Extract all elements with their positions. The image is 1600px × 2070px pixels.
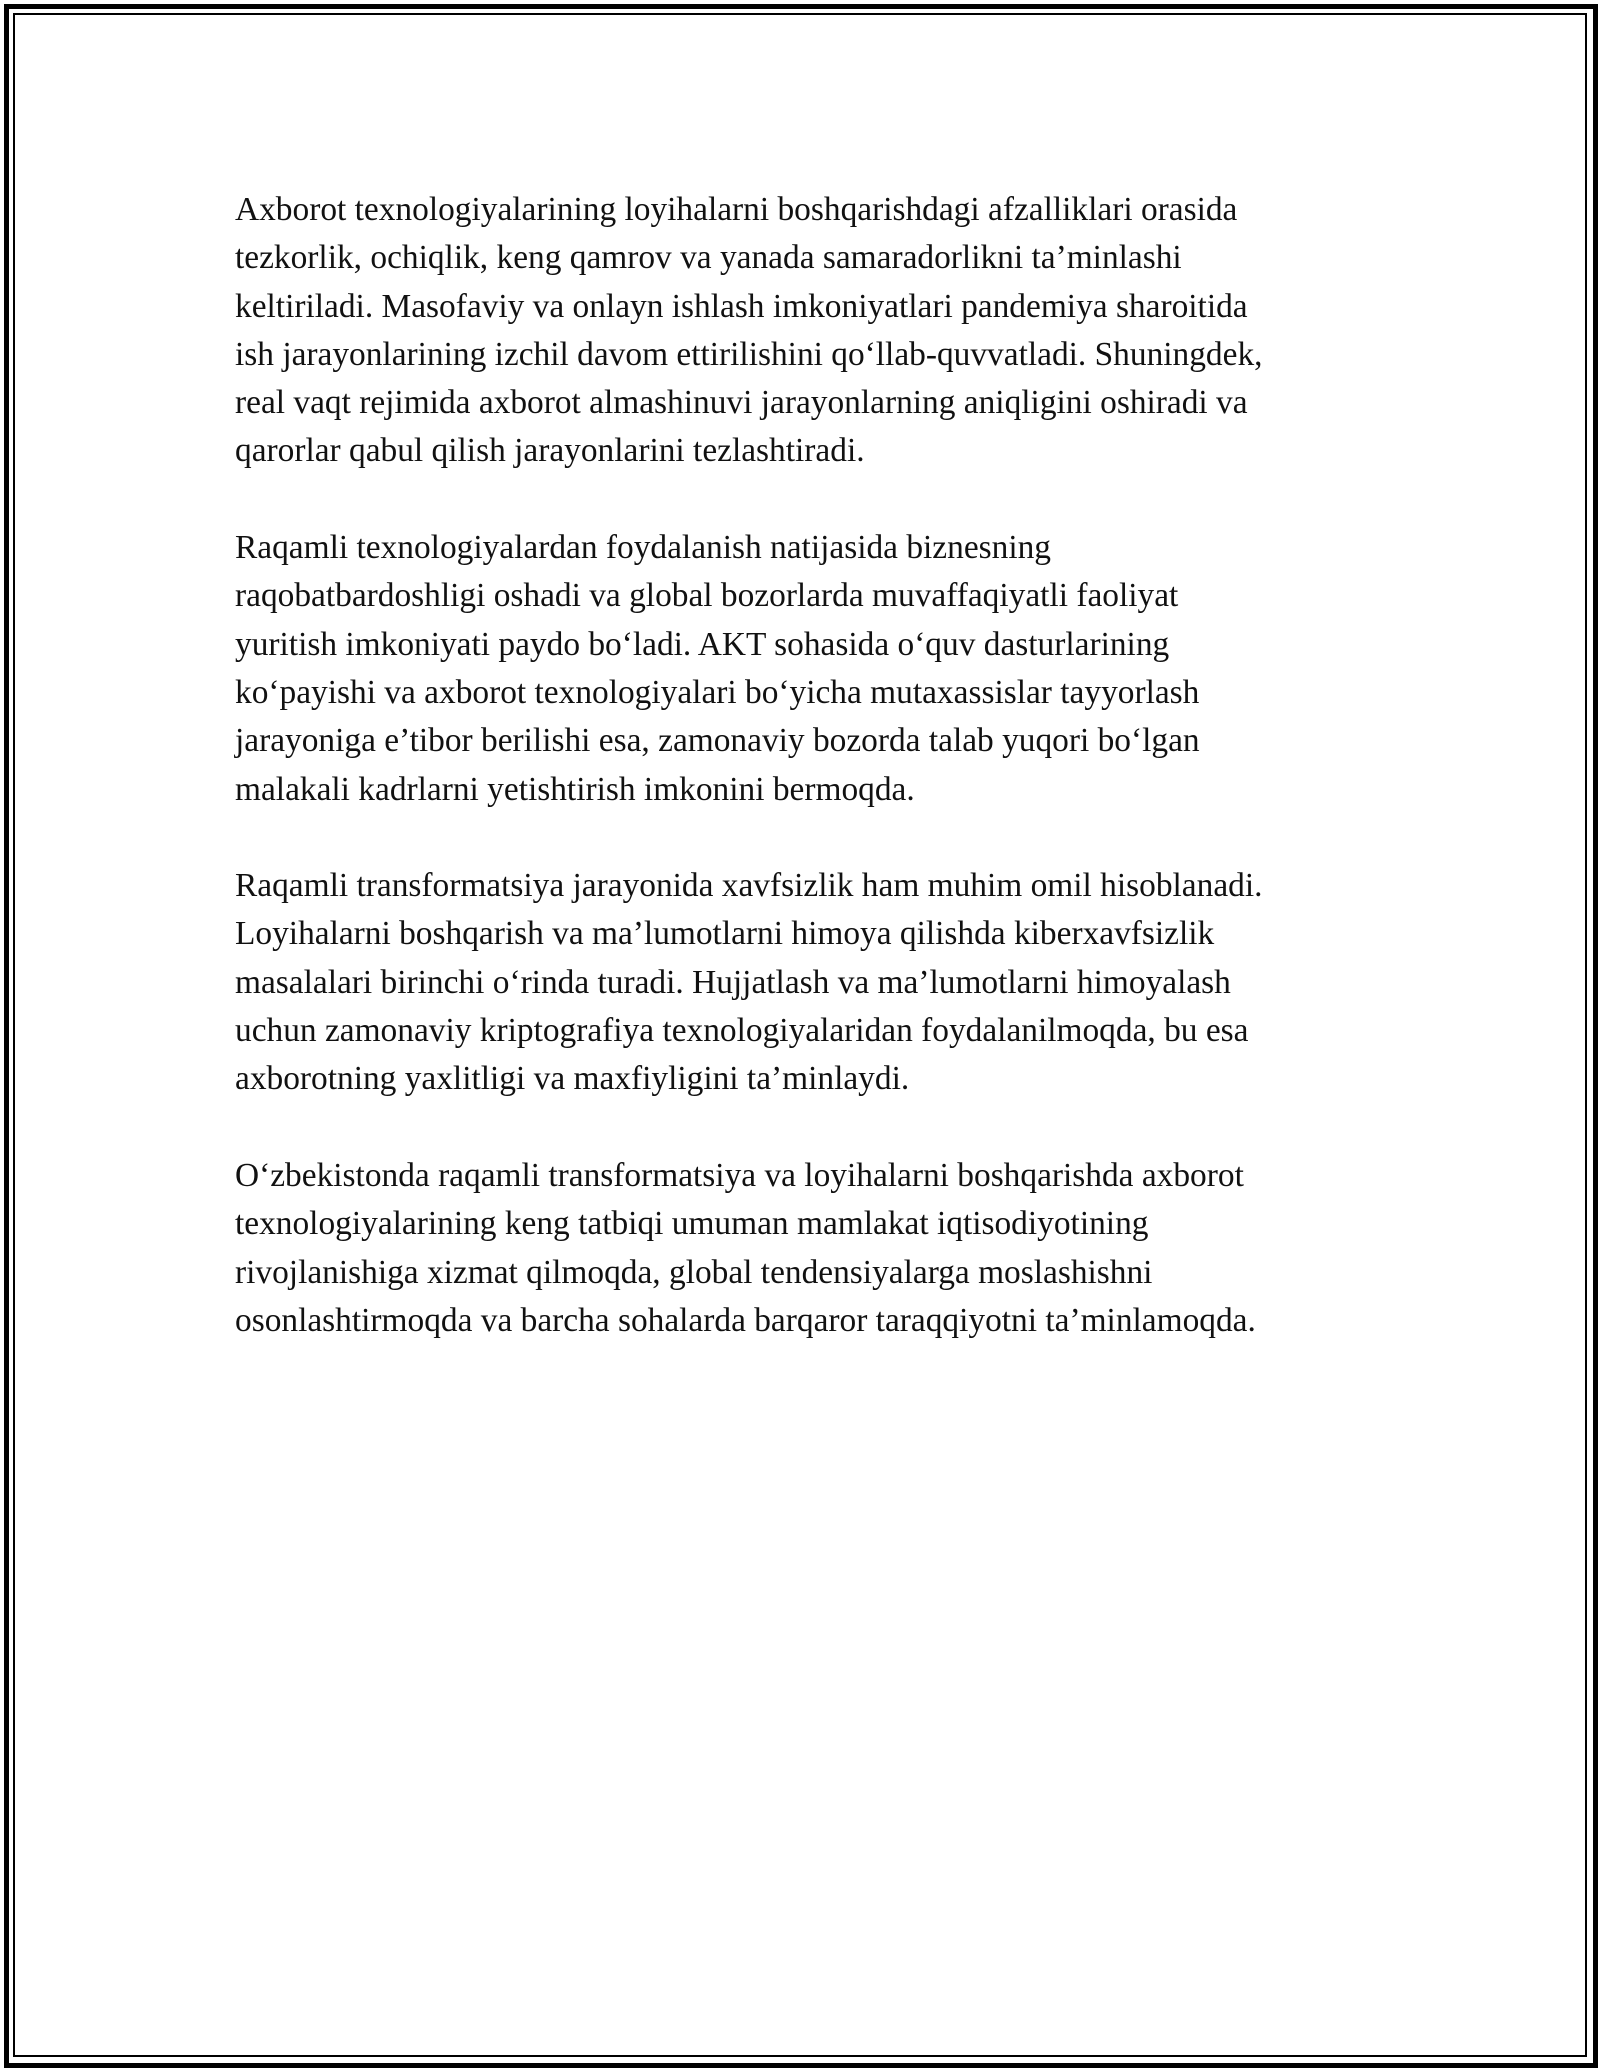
paragraph-3 xyxy=(235,862,1395,1103)
text-line: tezkorlik, ochiqlik, keng qamrov va yanada samaradorlikni ta’minlashi xyxy=(235,239,1182,277)
text-line: real vaqt rejimida axborot almashinuvi jarayonlarning aniqligini oshiradi va xyxy=(235,384,1248,422)
text-line: axborotning yaxlitligi va maxfiyligini ta’minlaydi. xyxy=(235,1060,910,1098)
paragraph-2 xyxy=(235,524,1395,814)
text-line: keltiriladi. Masofaviy va onlayn ishlash imkoniyatlari pandemiya sharoitida xyxy=(235,287,1248,325)
text-line: malakali kadrlarni yetishtirish imkonini bermoqda. xyxy=(235,770,915,808)
text-line: texnologiyalarining keng tatbiqi umuman mamlakat iqtisodiyotining xyxy=(235,1205,1149,1243)
text-line: Axborot texnologiyalarining loyihalarni boshqarishdagi afzalliklari orasida xyxy=(235,191,1238,228)
text-line: Raqamli texnologiyalardan foydalanish natijasida biznesning xyxy=(235,529,1051,567)
text-line: jarayoniga e’tibor berilishi esa, zamonaviy bozorda talab yuqori bo‘lgan xyxy=(235,722,1200,760)
text-line: ko‘payishi va axborot texnologiyalari bo‘yicha mutaxassislar tayyorlash xyxy=(235,673,1200,711)
text-line: osonlashtirmoqda va barcha sohalarda barqaror taraqqiyotni ta’minlamoqda. xyxy=(235,1301,1256,1339)
paragraph-4 xyxy=(235,1152,1395,1345)
text-line: ish jarayonlarining izchil davom ettirilishini qo‘llab-quvvatladi. Shuningdek, xyxy=(235,335,1263,373)
text-line: uchun zamonaviy kriptografiya texnologiyalaridan foydalanilmoqda, bu esa xyxy=(235,1012,1249,1050)
text-line: qarorlar qabul qilish jarayonlarini tezlashtiradi. xyxy=(235,432,865,470)
document-body xyxy=(235,186,1395,1393)
text-line: Raqamli transformatsiya jarayonida xavfsizlik ham muhim omil hisoblanadi. xyxy=(235,867,1263,905)
text-line: rivojlanishiga xizmat qilmoqda, global tendensiyalarga moslashishni xyxy=(235,1253,1153,1291)
text-line: raqobatbardoshligi oshadi va global bozorlarda muvaffaqiyatli faoliyat xyxy=(235,577,1179,615)
text-line: yuritish imkoniyati paydo bo‘ladi. AKT sohasida o‘quv dasturlarining xyxy=(235,625,1170,663)
paragraph-1 xyxy=(235,186,1395,476)
text-line: Loyihalarni boshqarish va ma’lumotlarni himoya qilishda kiberxavfsizlik xyxy=(235,915,1215,953)
text-line: masalalari birinchi o‘rinda turadi. Hujjatlash va ma’lumotlarni himoyalash xyxy=(235,963,1231,1001)
text-line: O‘zbekistonda raqamli transformatsiya va loyihalarni boshqarishda axborot xyxy=(235,1156,1244,1194)
